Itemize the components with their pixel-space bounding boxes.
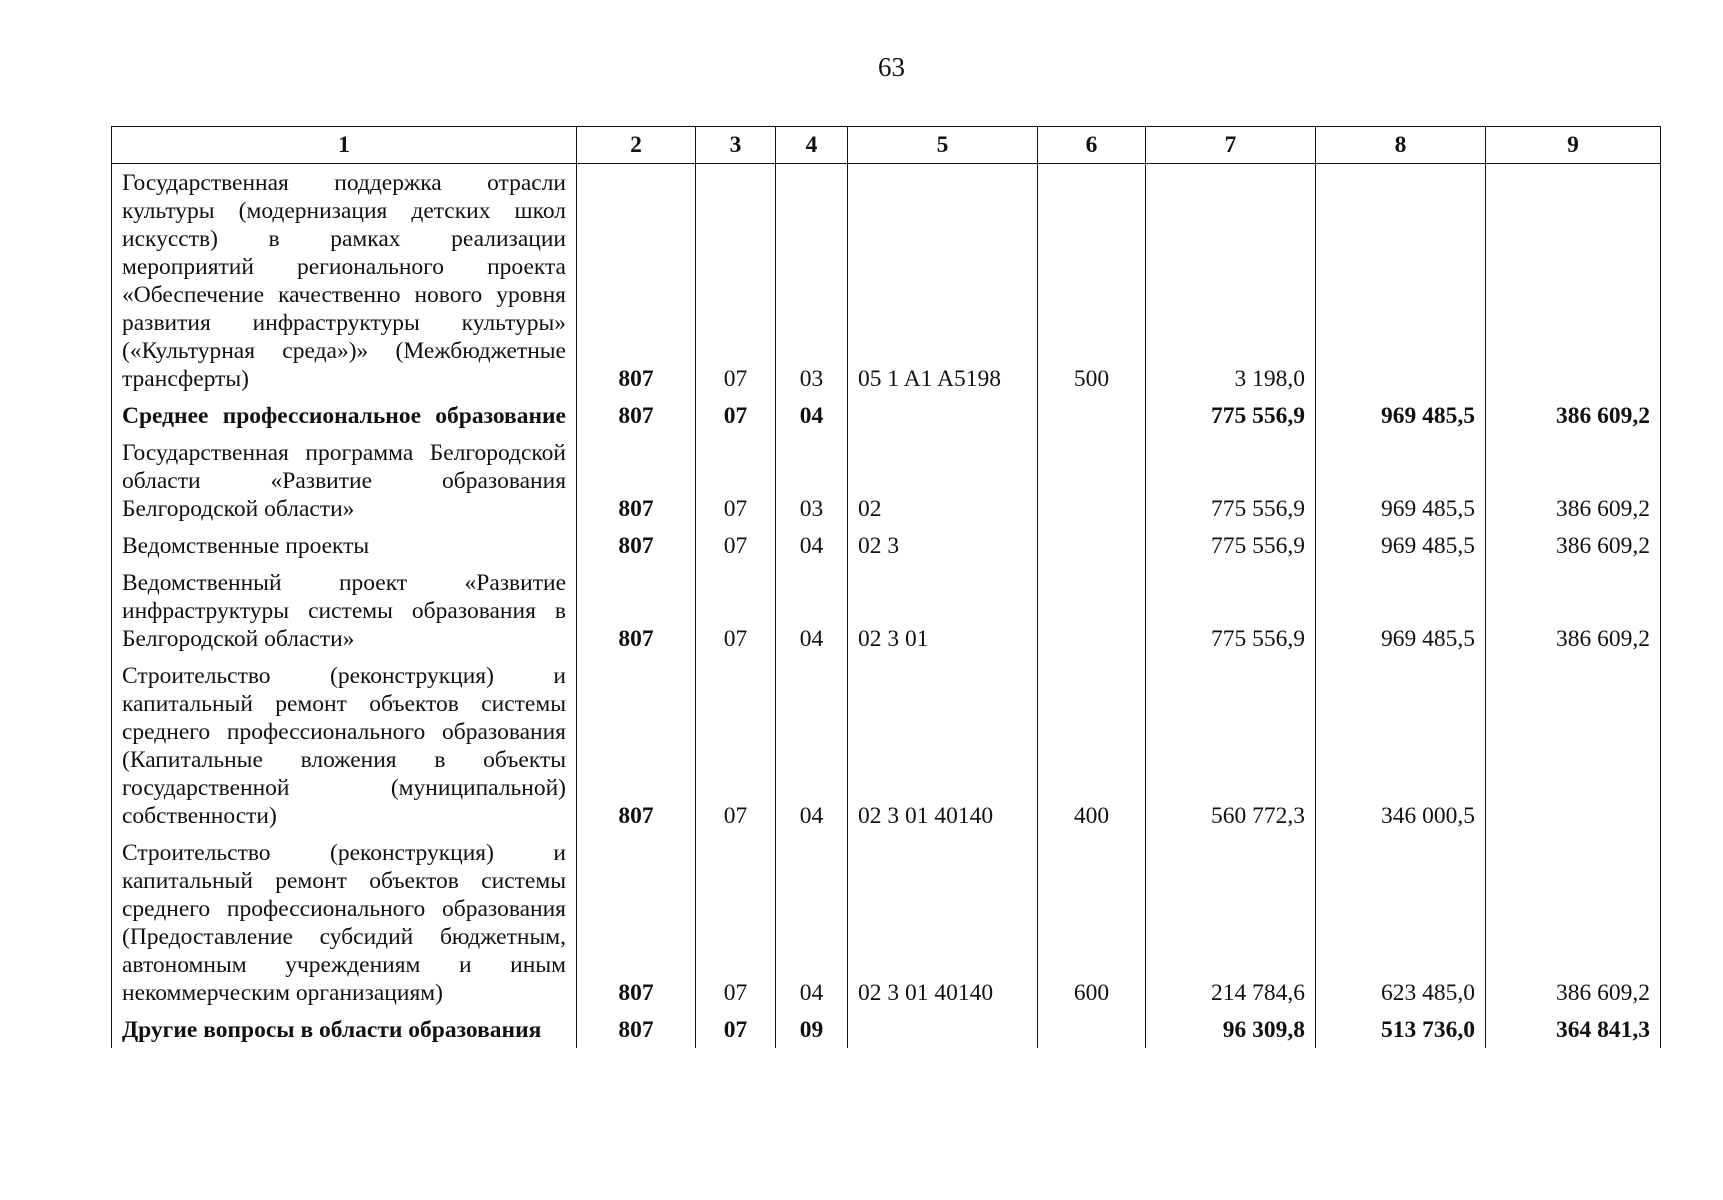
amount-col8: 969 485,5 bbox=[1316, 397, 1486, 434]
amount-col8: 623 485,0 bbox=[1316, 834, 1486, 1011]
section-code: 07 bbox=[696, 164, 776, 398]
amount-col9 bbox=[1486, 657, 1661, 834]
subsection-code: 09 bbox=[776, 1011, 848, 1048]
table-row bbox=[112, 527, 1661, 564]
section-code: 07 bbox=[696, 527, 776, 564]
grbs-code: 807 bbox=[577, 1011, 696, 1048]
target-article-code bbox=[848, 397, 1038, 434]
row-name: Государственная поддержка отрасли культуры (модернизация детских школ искусств) в рамках реализации мероприятий регионального проекта «Обеспечение качественно нового уровня развития инфраструктуры культуры» («Культурная среда»)» (Межбюджетные трансферты) bbox=[112, 164, 577, 398]
target-article-code: 02 bbox=[848, 434, 1038, 527]
amount-col7: 775 556,9 bbox=[1146, 397, 1316, 434]
target-article-code: 02 3 01 40140 bbox=[848, 657, 1038, 834]
amount-col9: 386 609,2 bbox=[1486, 434, 1661, 527]
amount-col7: 775 556,9 bbox=[1146, 564, 1316, 657]
subsection-code: 04 bbox=[776, 527, 848, 564]
table-row bbox=[112, 834, 1661, 1011]
amount-col7: 214 784,6 bbox=[1146, 834, 1316, 1011]
subsection-code: 03 bbox=[776, 434, 848, 527]
amount-col7: 96 309,8 bbox=[1146, 1011, 1316, 1048]
row-name: Государственная программа Белгородской области «Развитие образования Белгородской области» bbox=[112, 434, 577, 527]
section-code: 07 bbox=[696, 834, 776, 1011]
grbs-code: 807 bbox=[577, 434, 696, 527]
section-code: 07 bbox=[696, 564, 776, 657]
amount-col8: 969 485,5 bbox=[1316, 434, 1486, 527]
section-code: 07 bbox=[696, 1011, 776, 1048]
table-row bbox=[112, 164, 1661, 398]
amount-col8: 346 000,5 bbox=[1316, 657, 1486, 834]
amount-col9 bbox=[1486, 164, 1661, 398]
amount-col7: 775 556,9 bbox=[1146, 527, 1316, 564]
amount-col8: 513 736,0 bbox=[1316, 1011, 1486, 1048]
grbs-code: 807 bbox=[577, 564, 696, 657]
subsection-code: 04 bbox=[776, 564, 848, 657]
amount-col9: 386 609,2 bbox=[1486, 564, 1661, 657]
amount-col9: 386 609,2 bbox=[1486, 834, 1661, 1011]
row-name: Ведомственные проекты bbox=[112, 527, 577, 564]
target-article-code bbox=[848, 1011, 1038, 1048]
amount-col7: 3 198,0 bbox=[1146, 164, 1316, 398]
column-header: 3 bbox=[696, 127, 776, 164]
column-header: 9 bbox=[1486, 127, 1661, 164]
budget-table bbox=[111, 126, 1661, 1048]
expense-type-code bbox=[1038, 527, 1146, 564]
column-header: 7 bbox=[1146, 127, 1316, 164]
amount-col8: 969 485,5 bbox=[1316, 564, 1486, 657]
amount-col8 bbox=[1316, 164, 1486, 398]
expense-type-code bbox=[1038, 397, 1146, 434]
target-article-code: 02 3 01 bbox=[848, 564, 1038, 657]
amount-col9: 364 841,3 bbox=[1486, 1011, 1661, 1048]
amount-col9: 386 609,2 bbox=[1486, 397, 1661, 434]
grbs-code: 807 bbox=[577, 834, 696, 1011]
subsection-code: 04 bbox=[776, 397, 848, 434]
subsection-code: 04 bbox=[776, 834, 848, 1011]
column-header: 8 bbox=[1316, 127, 1486, 164]
row-name: Строительство (реконструкция) и капитальный ремонт объектов системы среднего профессионального образования (Капитальные вложения в объекты государственной (муниципальной) собственности) bbox=[112, 657, 577, 834]
page-number: 63 bbox=[878, 52, 905, 82]
table-row bbox=[112, 434, 1661, 527]
expense-type-code bbox=[1038, 434, 1146, 527]
row-name: Другие вопросы в области образования bbox=[112, 1011, 577, 1048]
table-row bbox=[112, 657, 1661, 834]
amount-col7: 775 556,9 bbox=[1146, 434, 1316, 527]
column-header: 4 bbox=[776, 127, 848, 164]
expense-type-code bbox=[1038, 564, 1146, 657]
section-code: 07 bbox=[696, 434, 776, 527]
table-row bbox=[112, 564, 1661, 657]
expense-type-code: 600 bbox=[1038, 834, 1146, 1011]
table-row bbox=[112, 397, 1661, 434]
expense-type-code: 400 bbox=[1038, 657, 1146, 834]
grbs-code: 807 bbox=[577, 527, 696, 564]
section-code: 07 bbox=[696, 397, 776, 434]
column-header: 5 bbox=[848, 127, 1038, 164]
grbs-code: 807 bbox=[577, 164, 696, 398]
header-row bbox=[112, 127, 1661, 164]
target-article-code: 02 3 01 40140 bbox=[848, 834, 1038, 1011]
expense-type-code: 500 bbox=[1038, 164, 1146, 398]
subsection-code: 03 bbox=[776, 164, 848, 398]
row-name: Среднее профессиональное образование bbox=[112, 397, 577, 434]
target-article-code: 02 3 bbox=[848, 527, 1038, 564]
grbs-code: 807 bbox=[577, 657, 696, 834]
section-code: 07 bbox=[696, 657, 776, 834]
amount-col9: 386 609,2 bbox=[1486, 527, 1661, 564]
expense-type-code bbox=[1038, 1011, 1146, 1048]
row-name: Ведомственный проект «Развитие инфраструктуры системы образования в Белгородской области» bbox=[112, 564, 577, 657]
column-header: 1 bbox=[112, 127, 577, 164]
row-name: Строительство (реконструкция) и капитальный ремонт объектов системы среднего профессионального образования (Предоставление субсидий бюджетным, автономным учреждениям и иным некоммерческим организациям) bbox=[112, 834, 577, 1011]
amount-col7: 560 772,3 bbox=[1146, 657, 1316, 834]
subsection-code: 04 bbox=[776, 657, 848, 834]
amount-col8: 969 485,5 bbox=[1316, 527, 1486, 564]
target-article-code: 05 1 A1 A5198 bbox=[848, 164, 1038, 398]
column-header: 6 bbox=[1038, 127, 1146, 164]
grbs-code: 807 bbox=[577, 397, 696, 434]
table-row bbox=[112, 1011, 1661, 1048]
column-header: 2 bbox=[577, 127, 696, 164]
